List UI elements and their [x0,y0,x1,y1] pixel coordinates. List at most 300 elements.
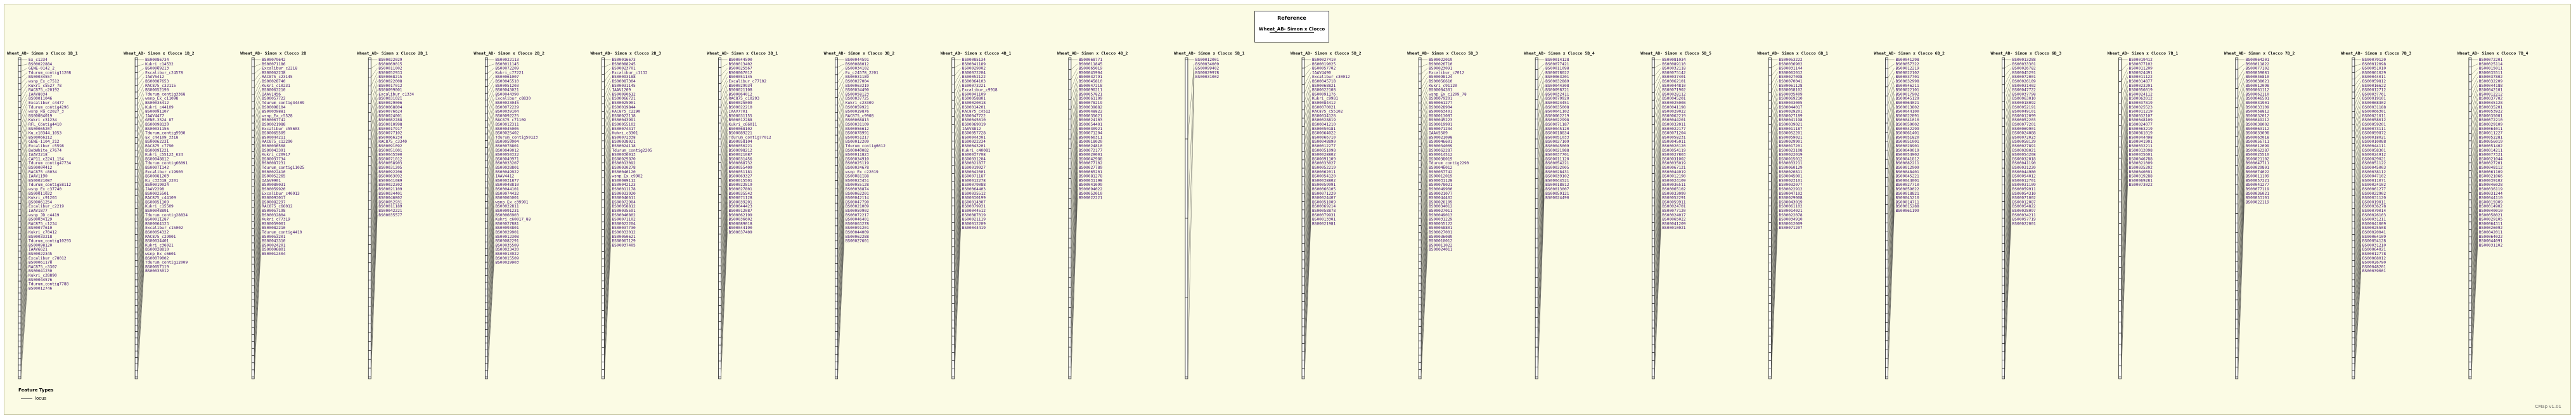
locus-label[interactable]: BS00041102 [1545,109,1569,114]
locus-label[interactable]: Excalibur_c4477 [29,101,64,105]
locus-label[interactable]: BS00041901 [2128,140,2153,145]
chromosome-bar[interactable] [2119,58,2122,379]
locus-label[interactable]: BS00031189 [845,75,869,80]
locus-label[interactable]: BS00021877 [962,161,986,166]
locus-label[interactable]: BS00024011 [1429,247,1453,253]
locus-label[interactable]: BS00052265 [262,174,286,179]
locus-label[interactable]: BS00051145 [728,75,752,80]
map-title[interactable]: Wheat_AB- Simon x Clocco 4B_1 [940,51,1012,56]
locus-label[interactable]: BS00079120 [2362,58,2386,62]
locus-label[interactable]: BS00014021 [1779,209,1803,213]
locus-label[interactable]: BS00047218 [1078,83,1103,88]
locus-label[interactable]: RAC875_c12290 [262,140,293,145]
locus-label[interactable]: BS00032889 [1545,79,1569,84]
locus-label[interactable]: BS00031901 [2245,101,2269,105]
locus-label[interactable]: BS00072201 [2478,58,2503,62]
locus-label[interactable]: BS00044188 [2478,83,2503,88]
locus-label[interactable]: BS00034102 [845,66,869,71]
locus-label[interactable]: BS00072229 [495,105,519,110]
locus-label[interactable]: BS00062110 [2245,92,2269,97]
locus-label[interactable]: BS00051122 [2362,161,2386,166]
map-title[interactable]: Wheat_AB- Simon x Clocco 7B_1 [2107,51,2179,56]
locus-label[interactable]: BS00045009 [1545,144,1569,148]
locus-label[interactable]: BS00075142 [1662,70,1686,75]
locus-label[interactable]: BS00045291 [2012,70,2036,75]
locus-label[interactable]: BS00067012 [728,70,752,75]
locus-label[interactable]: BS00026782 [2012,66,2036,71]
locus-label[interactable]: BS00018812 [1545,183,1569,188]
locus-label[interactable]: BS00013087 [1429,114,1453,119]
locus-label[interactable]: BS00068102 [728,126,752,131]
locus-label[interactable]: RAC875_c1234 [29,221,57,226]
locus-label[interactable]: Tdurum_contig50123 [495,135,538,140]
locus-label[interactable]: BS00029021 [2362,157,2386,162]
locus-label[interactable]: BS00035008 [1545,105,1569,110]
map-title[interactable]: Wheat_AB- Simon x Clocco 1B_2 [124,51,195,56]
locus-label[interactable]: BS00032012 [2245,114,2269,119]
locus-label[interactable]: BS00037708 [962,152,986,157]
locus-label[interactable]: BobWhite_c7674 [29,148,62,153]
locus-label[interactable]: BS00059081 [2245,70,2269,75]
locus-label[interactable]: BS00064022 [1312,131,1336,136]
locus-label[interactable]: BS00011120 [1545,157,1569,162]
locus-label[interactable]: BS00029901 [1779,140,1803,145]
locus-label[interactable]: BS00024407 [1312,195,1336,200]
locus-label[interactable]: BS00044590 [728,58,752,62]
locus-label[interactable]: BS00044419 [962,226,986,231]
locus-label[interactable]: BS00077120 [1662,209,1686,213]
locus-label[interactable]: BS00042001 [962,169,986,174]
locus-label[interactable]: BS00026189 [2012,79,2036,84]
locus-label[interactable]: BS00031198 [1078,178,1103,183]
locus-label[interactable]: BS00033301 [2012,62,2036,67]
locus-label[interactable]: BS00054128 [2362,239,2386,244]
locus-label[interactable]: BS00045210 [1895,195,1919,200]
locus-label[interactable]: Kukri_c9981 [1312,96,1338,102]
locus-label[interactable]: IAAV5412 [145,75,164,80]
locus-label[interactable]: BS00019025 [1312,62,1336,67]
locus-label[interactable]: BS00099001 [378,88,402,93]
locus-label[interactable]: BS00012701 [2012,178,2036,183]
locus-label[interactable]: BS00073221 [962,83,986,88]
locus-label[interactable]: BS00037409 [728,230,752,235]
locus-label[interactable]: BS00036508 [262,144,286,148]
locus-label[interactable]: BS00033109 [2245,105,2269,110]
locus-label[interactable]: BS00028801 [495,166,519,170]
locus-label[interactable]: BS00053201 [262,234,286,239]
locus-label[interactable]: BS00042011 [2478,230,2503,235]
locus-label[interactable]: BS00018020 [1078,140,1103,145]
locus-label[interactable]: RAC875_c8034 [29,169,57,174]
locus-label[interactable]: BS00071128 [728,195,752,200]
locus-label[interactable]: BS00012087 [728,209,752,213]
locus-label[interactable]: BS00057728 [962,131,986,136]
locus-label[interactable]: BS00023045 [495,101,519,105]
locus-label[interactable]: BS00046810 [2245,75,2269,80]
locus-label[interactable]: wsnp_Ex_c1209_78 [1429,92,1467,97]
locus-label[interactable]: Tdurum_contig2290 [1429,161,1469,166]
locus-label[interactable]: BS00023451 [845,178,869,183]
locus-label[interactable]: BS00004412 [29,166,53,170]
locus-label[interactable]: BS00049971 [495,157,519,162]
locus-label[interactable]: BS00049013 [1429,213,1453,218]
locus-label[interactable]: BS00031102 [2478,243,2503,248]
locus-label[interactable]: BS00039102 [1545,174,1569,179]
locus-label[interactable]: BS00025501 [145,191,169,196]
locus-label[interactable]: BS00024001 [378,114,402,119]
locus-label[interactable]: BS00064012 [728,92,752,97]
locus-label[interactable]: BS00064311 [2478,221,2503,226]
locus-label[interactable]: BS00022078 [1779,213,1803,218]
locus-label[interactable]: BS00030921 [1078,126,1103,131]
locus-label[interactable]: BS00041009 [2362,221,2386,226]
locus-label[interactable]: BS00057821 [1078,92,1103,97]
locus-label[interactable]: BS00017917 [378,126,402,131]
locus-label[interactable]: BS00063092 [378,174,402,179]
locus-label[interactable]: BS00064021 [2362,247,2386,253]
locus-label[interactable]: BS00043310 [262,239,286,244]
locus-label[interactable]: BS00012209 [845,140,869,145]
locus-label[interactable]: BS00041277 [2245,183,2269,188]
locus-label[interactable]: BS00065509 [262,131,286,136]
locus-label[interactable]: wsnp_JD_c4419 [29,213,60,218]
locus-label[interactable]: BS00040019 [1895,148,1919,153]
locus-label[interactable]: BS00061277 [1429,101,1453,105]
locus-label[interactable]: BS00029978 [1195,70,1220,75]
locus-label[interactable]: RAC875_c2290 [612,109,641,114]
locus-label[interactable]: BS00022204 [612,221,636,226]
locus-label[interactable]: BS00079014 [2362,209,2386,213]
locus-label[interactable]: Tdurum_contig47734 [29,161,72,166]
locus-label[interactable]: BS00052931 [378,200,402,205]
locus-label[interactable]: GENE-3324_87 [145,118,174,123]
locus-label[interactable]: BS00044190 [728,226,752,231]
locus-label[interactable]: BS00027098 [1779,75,1803,80]
locus-label[interactable]: BS00022113 [495,58,519,62]
locus-label[interactable]: BS00012099 [2012,114,2036,119]
locus-label[interactable]: BS00059911 [1662,200,1686,205]
locus-label[interactable]: BS00012087 [2012,200,2036,205]
locus-label[interactable]: BS00059121 [1545,191,1569,196]
locus-label[interactable]: BS00077201 [2012,122,2036,127]
map-title[interactable]: Wheat_AB- Simon x Clocco 1B_1 [7,51,78,56]
locus-label[interactable]: BS00037798 [2012,92,2036,97]
locus-label[interactable]: BS00012311 [495,122,519,127]
locus-label[interactable]: BS00024112 [2128,92,2153,97]
locus-label[interactable]: RAC875_c20192 [29,88,60,93]
locus-label[interactable]: BS00098120 [145,122,169,127]
locus-label[interactable]: BS00023101 [1779,178,1803,183]
locus-label[interactable]: Tdurum_contig7788 [29,282,69,287]
locus-label[interactable]: IAAV3218 [29,152,48,157]
locus-label[interactable]: BS00031229 [1429,217,1453,222]
locus-label[interactable]: BS00066234 [378,135,402,140]
locus-label[interactable]: BS00052010 [1078,191,1103,196]
locus-label[interactable]: BS00062101 [1662,79,1686,84]
locus-label[interactable]: BS00035591 [612,209,636,213]
locus-label[interactable]: BS00019288 [2128,174,2153,179]
locus-label[interactable]: BS00054310 [2012,191,2036,196]
locus-label[interactable]: Kukri_c91120 [1429,83,1457,88]
locus-label[interactable]: Kukri_c40081 [962,148,991,153]
locus-label[interactable]: RAC875_c3307 [29,265,57,270]
locus-label[interactable]: BS00032107 [2128,114,2153,119]
chromosome-bar[interactable] [1768,58,1771,379]
locus-label[interactable]: BS00032011 [1662,122,1686,127]
locus-label[interactable]: BS00046611 [612,195,636,200]
locus-label[interactable]: BS00024118 [612,144,636,148]
locus-label[interactable]: BS00093801 [495,226,519,231]
locus-label[interactable]: BS00028901 [1895,144,1919,148]
locus-label[interactable]: BS00035512 [962,191,986,196]
locus-label[interactable]: BS00072001 [2012,75,2036,80]
locus-label[interactable]: BS00074417 [612,126,636,131]
locus-label[interactable]: BS00046120 [612,169,636,174]
map-title[interactable]: Wheat_AB- Simon x Clocco 3B_1 [707,51,778,56]
locus-label[interactable]: BS00045011 [1662,140,1686,145]
locus-label[interactable]: BS00029109 [2478,122,2503,127]
locus-label[interactable]: BS00054401 [1078,122,1103,127]
locus-label[interactable]: BS00011187 [1779,126,1803,131]
locus-label[interactable]: BS00046401 [845,217,869,222]
map-title[interactable]: Wheat_AB- Simon x Clocco 7B_4 [2457,51,2528,56]
locus-label[interactable]: BS00038002 [2245,122,2269,127]
locus-label[interactable]: BS00024077 [2128,122,2153,127]
locus-label[interactable]: BS00044111 [2362,144,2386,148]
locus-label[interactable]: RAC875_c10293 [728,96,759,102]
locus-label[interactable]: BS00046012 [1429,166,1453,170]
locus-label[interactable]: BS00063012 [1779,70,1803,75]
locus-label[interactable]: BS00031120 [2362,195,2386,200]
locus-label[interactable]: Tdurum_contig3368 [145,92,186,97]
locus-label[interactable]: BS00041010 [1895,118,1919,123]
locus-label[interactable]: BS00044201 [1662,118,1686,123]
locus-label[interactable]: BS00071204 [1078,131,1103,136]
locus-label[interactable]: BS00031205 [378,166,402,170]
locus-label[interactable]: BS00055122 [1429,221,1453,226]
chromosome-bar[interactable] [2236,58,2238,379]
locus-label[interactable]: Tdurum_contig2205 [612,148,652,153]
locus-label[interactable]: BS00012746 [29,286,53,291]
locus-label[interactable]: BS00090211 [1078,88,1103,93]
locus-label[interactable]: BS00012308 [495,234,519,239]
locus-label[interactable]: IAAV7701 [728,109,748,114]
locus-label[interactable]: Ex_c24578_2201 [845,70,879,75]
locus-label[interactable]: Kukri_c77319 [262,217,290,222]
locus-label[interactable]: BS00084412 [1312,101,1336,105]
locus-label[interactable]: BS00071002 [2012,195,2036,200]
locus-label[interactable]: BS00012098 [2362,62,2386,67]
locus-label[interactable]: Tdurum_contig12009 [145,260,188,265]
locus-label[interactable]: BS00057221 [2245,178,2269,183]
locus-label[interactable]: BS00012219 [1895,66,1919,71]
locus-label[interactable]: BS00024102 [2362,183,2386,188]
locus-label[interactable]: BS00087653 [145,79,169,84]
locus-label[interactable]: BS00013802 [1895,105,1919,110]
locus-label[interactable]: BS00033211 [1779,161,1803,166]
locus-label[interactable]: IAAV2298 [145,187,164,192]
locus-label[interactable]: BS00027004 [845,79,869,84]
chromosome-bar[interactable] [485,58,487,379]
locus-label[interactable]: BS00061112 [2245,88,2269,93]
locus-label[interactable]: BS00014902 [2478,204,2503,209]
locus-label[interactable]: BS00059991 [1312,183,1336,188]
locus-label[interactable]: BS00012277 [1312,144,1336,148]
locus-label[interactable]: BS00038021 [2245,79,2269,84]
locus-label[interactable]: BS00056019 [2478,140,2503,145]
map-title[interactable]: Wheat_AB- Simon x Clocco 2B [240,51,307,56]
locus-label[interactable]: IAAV8034 [29,92,48,97]
locus-label[interactable]: BS00059911 [2012,187,2036,192]
locus-label[interactable]: BS00045590 [378,152,402,157]
locus-label[interactable]: BS00025008 [1662,101,1686,105]
locus-label[interactable]: CAP11_c2241_154 [29,157,64,162]
locus-label[interactable]: BS00029870 [612,157,636,162]
locus-label[interactable]: BS00058104 [728,140,752,145]
locus-label[interactable]: BS00029903 [495,260,519,265]
locus-label[interactable]: Kukri_c5527_78 [29,83,62,88]
locus-label[interactable]: BS00019101 [2362,96,2386,102]
locus-label[interactable]: BS00029008 [1779,195,1803,200]
locus-label[interactable]: BS00018092 [2012,101,2036,105]
locus-label[interactable]: BS00055128 [845,183,869,188]
locus-label[interactable]: BS00048201 [2362,265,2386,270]
locus-label[interactable]: BS00025901 [612,101,636,105]
locus-label[interactable]: BS00036511 [1662,183,1686,188]
locus-label[interactable]: BS00011046 [29,96,53,102]
locus-label[interactable]: BS00025114 [2478,62,2503,67]
locus-label[interactable]: BS00011189 [378,204,402,209]
locus-label[interactable]: BS00044100 [1895,109,1919,114]
locus-label[interactable]: BS00051820 [1895,135,1919,140]
locus-label[interactable]: BS00041209 [1662,221,1686,226]
locus-label[interactable]: BS00045718 [1312,79,1336,84]
locus-label[interactable]: BS00014877 [2128,79,2153,84]
locus-label[interactable]: BS00016673 [612,58,636,62]
locus-label[interactable]: BS00017012 [378,83,402,88]
locus-label[interactable]: BS00078022 [1545,70,1569,75]
locus-label[interactable]: BS00051033 [1545,135,1569,140]
locus-label[interactable]: BS00041198 [1779,118,1803,123]
locus-label[interactable]: IAAV1190 [29,174,48,179]
locus-label[interactable]: BS00021011 [2362,114,2386,119]
locus-label[interactable]: BS00012098 [2245,83,2269,88]
locus-label[interactable]: BS00081278 [1078,174,1103,179]
locus-label[interactable]: BS00058301 [2362,148,2386,153]
locus-label[interactable]: BS00091107 [145,109,169,114]
locus-label[interactable]: BS00064201 [2245,58,2269,62]
locus-label[interactable]: IAAV8812 [962,126,981,131]
locus-label[interactable]: BS00035409 [1779,92,1803,97]
locus-label[interactable]: BS00063210 [262,88,286,93]
locus-label[interactable]: BS00062287 [1429,148,1453,153]
locus-label[interactable]: BS00019991 [1429,122,1453,127]
locus-label[interactable]: BS00056612 [845,126,869,131]
locus-label[interactable]: BS00043991 [612,118,636,123]
locus-label[interactable]: BS00048891 [145,209,169,213]
locus-label[interactable]: BS00068012 [2362,256,2386,261]
locus-label[interactable]: BS00061019 [2128,131,2153,136]
locus-label[interactable]: BS00069281 [2128,178,2153,183]
locus-label[interactable]: BS00022019 [1779,152,1803,157]
locus-label[interactable]: BS00022811 [495,204,519,209]
locus-label[interactable]: BS00013402 [728,62,752,67]
locus-label[interactable]: BS00045129 [1895,96,1919,102]
locus-label[interactable]: BS00045221 [1895,174,1919,179]
locus-label[interactable]: BS00052291 [1662,195,1686,200]
locus-label[interactable]: BS00022119 [2245,200,2269,205]
locus-label[interactable]: Kukri_c15509 [145,204,174,209]
locus-label[interactable]: BS00066903 [495,213,519,218]
locus-label[interactable]: Kukri_c36021 [145,243,174,248]
locus-label[interactable]: BS00042988 [1078,157,1103,162]
locus-label[interactable]: BS00054322 [145,230,169,235]
locus-label[interactable]: Kukri_c91203 [29,195,57,200]
locus-label[interactable]: BS00057119 [145,265,169,270]
locus-label[interactable]: BS00071229 [1312,191,1336,196]
locus-label[interactable]: BS00033012 [145,269,169,274]
locus-label[interactable]: BS00057198 [262,209,286,213]
locus-label[interactable]: BS00011209 [2128,66,2153,71]
locus-label[interactable]: Tdurum_contig9930 [145,131,186,136]
locus-label[interactable]: BS00014711 [1895,200,1919,205]
locus-label[interactable]: BS00015011 [2478,66,2503,71]
map-title[interactable]: Wheat_AB- Simon x Clocco 5B_4 [1524,51,1595,56]
locus-label[interactable]: BS00064123 [145,221,169,226]
locus-label[interactable]: BS00059002 [1895,122,1919,127]
locus-label[interactable]: BS00052933 [378,70,402,75]
locus-label[interactable]: BS00018021 [2362,135,2386,140]
locus-label[interactable]: BS00021009 [2128,161,2153,166]
locus-label[interactable]: BS00023701 [612,66,636,71]
locus-label[interactable]: BS00061029 [2362,70,2386,75]
locus-label[interactable]: Kukri_c23309 [845,101,874,105]
locus-label[interactable]: BS00022819 [728,183,752,188]
locus-label[interactable]: BS00044110 [2478,195,2503,200]
locus-label[interactable]: BS00082210 [262,226,286,231]
locus-label[interactable]: BS00045003 [2362,166,2386,170]
locus-label[interactable]: BS00066105 [1312,187,1336,192]
locus-label[interactable]: BS00064403 [962,187,986,192]
locus-label[interactable]: BS00028112 [1662,92,1686,97]
locus-label[interactable]: BS00059904 [495,140,519,145]
locus-label[interactable]: BS00022345 [29,252,53,256]
locus-label[interactable]: BS00011122 [2128,75,2153,80]
locus-label[interactable]: BS00034009 [1429,144,1453,148]
locus-label[interactable]: BS00041298 [1895,58,1919,62]
locus-label[interactable]: BS00054119 [1662,148,1686,153]
map-title[interactable]: Wheat_AB- Simon x Clocco 2B_1 [357,51,428,56]
locus-label[interactable]: BS00022234 [962,140,986,145]
locus-label[interactable]: BS00044001 [1895,178,1919,183]
locus-label[interactable]: BS00046788 [2128,157,2153,162]
map-title[interactable]: Wheat_AB- Simon x Clocco 6B_1 [1757,51,1828,56]
locus-label[interactable]: Tdurum_contig4296 [29,105,69,110]
locus-label[interactable]: wsnp_Ex_c6601 [145,252,176,256]
locus-label[interactable]: BS00054120 [1312,174,1336,179]
locus-label[interactable]: wsnp_Ra_c2027_3 [29,109,64,114]
locus-label[interactable]: BS00077102 [378,131,402,136]
locus-label[interactable]: BS00062199 [728,213,752,218]
map-title[interactable]: Wheat_AB- Simon x Clocco 5B_2 [1291,51,1362,56]
locus-label[interactable]: BS00017902 [1895,92,1919,97]
locus-label[interactable]: Excalibur_c15002 [145,226,183,231]
locus-label[interactable]: BS00021087 [728,152,752,157]
locus-label[interactable]: BS00011109 [2245,174,2269,179]
locus-label[interactable]: BS00027803 [1662,152,1686,157]
locus-label[interactable]: BS00027891 [2012,144,2036,148]
locus-label[interactable]: Excalibur_c30012 [1312,75,1350,80]
